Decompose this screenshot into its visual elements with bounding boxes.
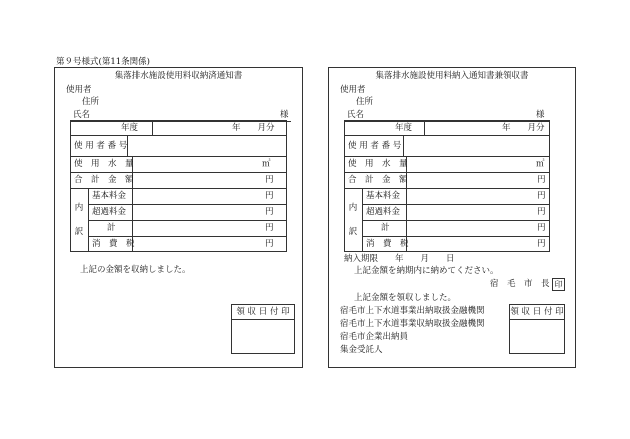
right-address-label: 住所 xyxy=(356,97,374,107)
right-pay-request: 上記金額を納期内に納めてください。 xyxy=(354,266,499,276)
right-row-line xyxy=(362,220,550,221)
right-institution: 宿毛市上下水道事業収納取扱金融機関 xyxy=(340,319,485,329)
right-seal: 印 xyxy=(552,278,565,291)
right-tax-yen: 円 xyxy=(537,239,546,249)
left-excess-fee-yen: 円 xyxy=(265,207,274,217)
right-mayor: 宿 毛 市 長 xyxy=(490,279,550,289)
right-user-label: 使用者 xyxy=(340,85,366,95)
left-fee-table xyxy=(70,120,287,252)
left-total-yen: 円 xyxy=(265,175,274,185)
right-institution: 宿毛市上下水道事業出納取扱金融機関 xyxy=(340,306,485,316)
left-honorific: 様 xyxy=(280,110,289,120)
right-basic-fee-yen: 円 xyxy=(537,191,546,201)
right-nendo-label: 年度 xyxy=(395,123,413,133)
left-col-line xyxy=(88,188,89,252)
left-row-line xyxy=(88,220,287,221)
left-received-text: 上記の金額を収納しました。 xyxy=(80,265,191,275)
right-col-line xyxy=(424,120,425,135)
right-excess-fee-yen: 円 xyxy=(537,207,546,217)
right-row-line xyxy=(344,188,550,189)
right-institution: 宿毛市企業出納員 xyxy=(340,332,409,342)
right-fee-table xyxy=(344,120,550,252)
left-row-line xyxy=(88,204,287,205)
right-name-label: 氏名 xyxy=(347,110,365,120)
right-tax-label: 消 費 税 xyxy=(366,239,409,249)
right-stamp-label: 領 収 日 付 印 xyxy=(510,307,564,317)
right-received-text: 上記金額を領収しました。 xyxy=(354,293,457,303)
right-excess-fee-label: 超過料金 xyxy=(366,207,401,217)
left-subtotal-label: 計 xyxy=(107,223,116,233)
left-row-line xyxy=(70,135,287,136)
right-institution: 集金受託人 xyxy=(340,345,383,355)
right-form-title: 集落排水施設使用料納入通知書兼領収書 xyxy=(375,71,529,81)
left-row-line xyxy=(88,236,287,237)
left-form-title: 集落排水施設使用料収納済通知書 xyxy=(114,71,243,81)
left-stamp-label: 領 収 日 付 印 xyxy=(236,307,290,317)
left-basic-fee-label: 基本料金 xyxy=(92,191,127,201)
left-breakdown-char: 訳 xyxy=(74,227,84,237)
right-usage-unit: ㎥ xyxy=(536,159,545,169)
form-number: 第９号様式(第11条関係) xyxy=(56,57,150,67)
left-excess-fee-label: 超過料金 xyxy=(92,207,127,217)
left-tax-yen: 円 xyxy=(265,239,274,249)
right-row-line xyxy=(344,135,550,136)
left-basic-fee-yen: 円 xyxy=(265,191,274,201)
left-total-label: 合 計 金 額 xyxy=(74,175,134,185)
right-year-month: 年 月分 xyxy=(502,123,545,133)
right-subtotal-yen: 円 xyxy=(537,223,546,233)
left-address-label: 住所 xyxy=(82,97,100,107)
right-col-line xyxy=(403,135,404,156)
left-breakdown-char: 内 xyxy=(74,203,84,213)
left-name-label: 氏名 xyxy=(73,110,91,120)
right-deadline: 納入期限 年 月 日 xyxy=(344,254,455,264)
right-row-line xyxy=(362,236,550,237)
right-total-yen: 円 xyxy=(537,175,546,185)
left-usage-label: 使 用 水 量 xyxy=(74,159,134,169)
right-subtotal-label: 計 xyxy=(381,223,390,233)
right-honorific: 様 xyxy=(536,110,545,120)
left-stamp-divider xyxy=(231,319,295,320)
right-row-line xyxy=(362,204,550,205)
right-row-line xyxy=(344,156,550,157)
right-user-no-label: 使 用 者 番 号 xyxy=(348,141,402,151)
right-col-line xyxy=(362,188,363,252)
right-total-label: 合 計 金 額 xyxy=(348,175,408,185)
left-usage-unit: ㎥ xyxy=(262,159,271,169)
right-row-line xyxy=(344,172,550,173)
left-subtotal-yen: 円 xyxy=(265,223,274,233)
left-tax-label: 消 費 税 xyxy=(92,239,135,249)
left-user-label: 使用者 xyxy=(66,85,92,95)
left-row-line xyxy=(70,188,287,189)
left-row-line xyxy=(70,172,287,173)
left-nendo-label: 年度 xyxy=(121,123,139,133)
left-user-no-label: 使 用 者 番 号 xyxy=(74,141,128,151)
right-stamp-divider xyxy=(509,319,565,320)
left-col-line xyxy=(152,120,153,135)
right-usage-label: 使 用 水 量 xyxy=(348,159,408,169)
right-breakdown-char: 訳 xyxy=(348,227,358,237)
right-basic-fee-label: 基本料金 xyxy=(366,191,401,201)
left-year-month: 年 月分 xyxy=(232,123,275,133)
left-row-line xyxy=(70,156,287,157)
right-breakdown-char: 内 xyxy=(348,203,358,213)
